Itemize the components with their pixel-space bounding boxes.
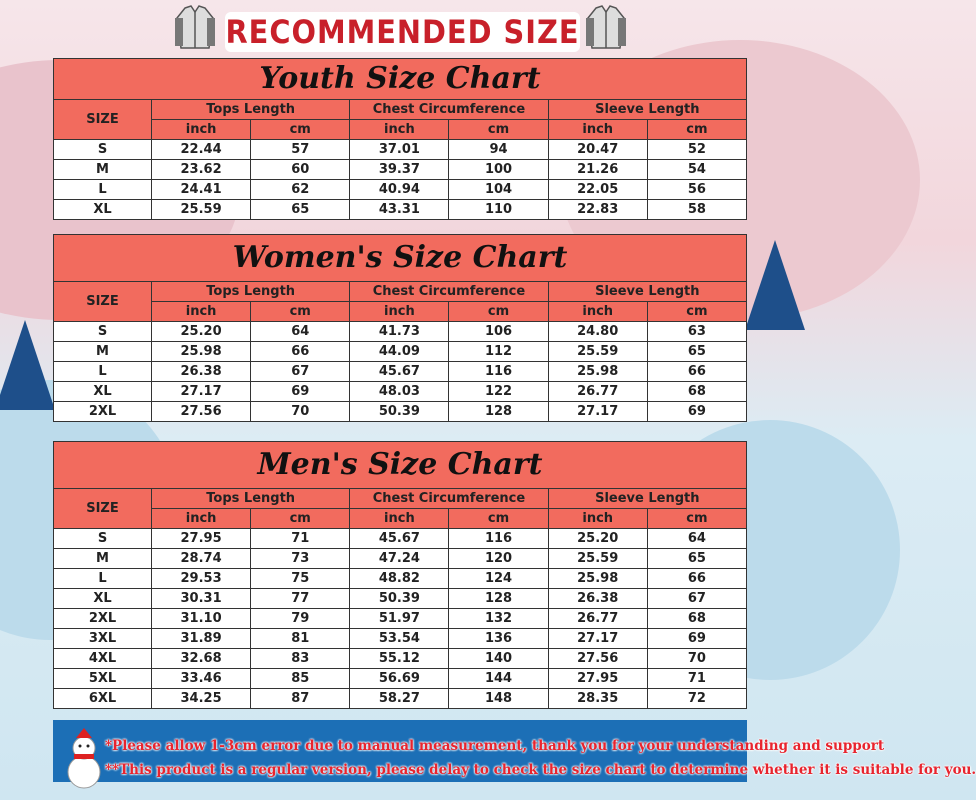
table-row <box>54 180 747 200</box>
measurement-cell: 66 <box>251 342 350 362</box>
unit-cm: cm <box>647 120 746 140</box>
jacket-icon <box>586 4 626 50</box>
measurement-cell: 132 <box>449 609 548 629</box>
sleeve-header: Sleeve Length <box>548 100 746 120</box>
measurement-cell: 25.20 <box>548 529 647 549</box>
measurement-cell: 22.05 <box>548 180 647 200</box>
measurement-cell: 71 <box>251 529 350 549</box>
measurement-cell: 54 <box>647 160 746 180</box>
unit-cm: cm <box>251 302 350 322</box>
table-row <box>54 649 747 669</box>
measurement-cell: 53.54 <box>350 629 449 649</box>
size-label: XL <box>54 382 152 402</box>
sleeve-header: Sleeve Length <box>548 282 746 302</box>
measurement-cell: 65 <box>647 342 746 362</box>
measurement-cell: 34.25 <box>152 689 251 709</box>
table-row <box>54 669 747 689</box>
measurement-cell: 40.94 <box>350 180 449 200</box>
unit-inch: inch <box>548 509 647 529</box>
unit-cm: cm <box>647 509 746 529</box>
unit-inch: inch <box>548 302 647 322</box>
chest-header: Chest Circumference <box>350 100 548 120</box>
measurement-cell: 51.97 <box>350 609 449 629</box>
measurement-cell: 64 <box>647 529 746 549</box>
men-heading: Men's Size Chart <box>53 441 747 488</box>
tops-length-header: Tops Length <box>152 100 350 120</box>
measurement-cell: 45.67 <box>350 529 449 549</box>
measurement-cell: 27.95 <box>548 669 647 689</box>
measurement-cell: 28.74 <box>152 549 251 569</box>
measurement-cell: 116 <box>449 529 548 549</box>
measurement-cell: 27.56 <box>548 649 647 669</box>
size-label: XL <box>54 589 152 609</box>
measurement-cell: 124 <box>449 569 548 589</box>
header <box>0 0 800 58</box>
measurement-cell: 25.59 <box>548 549 647 569</box>
measurement-cell: 69 <box>647 629 746 649</box>
size-label: 5XL <box>54 669 152 689</box>
measurement-cell: 32.68 <box>152 649 251 669</box>
size-label: XL <box>54 200 152 220</box>
women-size-chart <box>53 234 747 422</box>
measurement-cell: 70 <box>251 402 350 422</box>
measurement-cell: 64 <box>251 322 350 342</box>
measurement-cell: 66 <box>647 362 746 382</box>
table-row <box>54 200 747 220</box>
measurement-cell: 122 <box>449 382 548 402</box>
measurement-cell: 25.59 <box>152 200 251 220</box>
table-row <box>54 569 747 589</box>
measurement-cell: 71 <box>647 669 746 689</box>
measurement-cell: 58 <box>647 200 746 220</box>
measurement-cell: 39.37 <box>350 160 449 180</box>
size-label: M <box>54 160 152 180</box>
unit-cm: cm <box>647 302 746 322</box>
measurement-cell: 148 <box>449 689 548 709</box>
table-row <box>54 322 747 342</box>
size-label: 2XL <box>54 609 152 629</box>
measurement-cell: 27.95 <box>152 529 251 549</box>
chest-header: Chest Circumference <box>350 282 548 302</box>
measurement-cell: 41.73 <box>350 322 449 342</box>
measurement-cell: 81 <box>251 629 350 649</box>
measurement-cell: 110 <box>449 200 548 220</box>
women-size-table <box>53 281 747 422</box>
measurement-cell: 72 <box>647 689 746 709</box>
measurement-cell: 85 <box>251 669 350 689</box>
measurement-cell: 48.82 <box>350 569 449 589</box>
measurement-cell: 25.59 <box>548 342 647 362</box>
unit-inch: inch <box>548 120 647 140</box>
measurement-cell: 26.38 <box>548 589 647 609</box>
table-row <box>54 589 747 609</box>
unit-inch: inch <box>152 120 251 140</box>
youth-size-table <box>53 99 747 220</box>
measurement-cell: 26.77 <box>548 609 647 629</box>
size-label: 4XL <box>54 649 152 669</box>
measurement-cell: 87 <box>251 689 350 709</box>
measurement-cell: 65 <box>251 200 350 220</box>
measurement-cell: 73 <box>251 549 350 569</box>
table-row <box>54 160 747 180</box>
note-measurement-error: *Please allow 1-3cm error due to manual measurement, thank you for your understanding and support <box>105 738 885 754</box>
measurement-cell: 25.98 <box>548 569 647 589</box>
measurement-cell: 60 <box>251 160 350 180</box>
snowman-icon <box>62 728 106 792</box>
measurement-cell: 128 <box>449 589 548 609</box>
tree-icon <box>0 320 55 410</box>
size-label: M <box>54 549 152 569</box>
measurement-cell: 26.77 <box>548 382 647 402</box>
measurement-cell: 66 <box>647 569 746 589</box>
measurement-cell: 70 <box>647 649 746 669</box>
measurement-cell: 112 <box>449 342 548 362</box>
measurement-cell: 29.53 <box>152 569 251 589</box>
measurement-cell: 120 <box>449 549 548 569</box>
measurement-cell: 116 <box>449 362 548 382</box>
measurement-cell: 45.67 <box>350 362 449 382</box>
measurement-cell: 24.80 <box>548 322 647 342</box>
unit-inch: inch <box>152 509 251 529</box>
unit-cm: cm <box>449 302 548 322</box>
table-row <box>54 382 747 402</box>
measurement-cell: 28.35 <box>548 689 647 709</box>
size-label: L <box>54 180 152 200</box>
measurement-cell: 55.12 <box>350 649 449 669</box>
measurement-cell: 100 <box>449 160 548 180</box>
measurement-cell: 83 <box>251 649 350 669</box>
measurement-cell: 63 <box>647 322 746 342</box>
measurement-cell: 43.31 <box>350 200 449 220</box>
measurement-cell: 75 <box>251 569 350 589</box>
table-row <box>54 362 747 382</box>
size-label: 2XL <box>54 402 152 422</box>
measurement-cell: 68 <box>647 382 746 402</box>
measurement-cell: 21.26 <box>548 160 647 180</box>
size-label: 3XL <box>54 629 152 649</box>
measurement-cell: 128 <box>449 402 548 422</box>
measurement-cell: 30.31 <box>152 589 251 609</box>
measurement-cell: 94 <box>449 140 548 160</box>
unit-cm: cm <box>449 509 548 529</box>
measurement-cell: 47.24 <box>350 549 449 569</box>
measurement-cell: 144 <box>449 669 548 689</box>
table-row <box>54 549 747 569</box>
measurement-cell: 65 <box>647 549 746 569</box>
measurement-cell: 27.56 <box>152 402 251 422</box>
measurement-cell: 140 <box>449 649 548 669</box>
measurement-cell: 37.01 <box>350 140 449 160</box>
measurement-cell: 26.38 <box>152 362 251 382</box>
measurement-cell: 22.44 <box>152 140 251 160</box>
measurement-cell: 25.20 <box>152 322 251 342</box>
table-row <box>54 689 747 709</box>
measurement-cell: 58.27 <box>350 689 449 709</box>
size-label: 6XL <box>54 689 152 709</box>
measurement-cell: 62 <box>251 180 350 200</box>
measurement-cell: 56 <box>647 180 746 200</box>
table-row <box>54 402 747 422</box>
size-label: S <box>54 529 152 549</box>
measurement-cell: 27.17 <box>152 382 251 402</box>
size-label: S <box>54 140 152 160</box>
table-row <box>54 609 747 629</box>
measurement-cell: 44.09 <box>350 342 449 362</box>
measurement-cell: 27.17 <box>548 629 647 649</box>
women-heading: Women's Size Chart <box>53 234 747 281</box>
measurement-cell: 22.83 <box>548 200 647 220</box>
men-size-chart <box>53 441 747 709</box>
measurement-cell: 56.69 <box>350 669 449 689</box>
size-label: M <box>54 342 152 362</box>
measurement-cell: 33.46 <box>152 669 251 689</box>
measurement-cell: 67 <box>647 589 746 609</box>
measurement-cell: 67 <box>251 362 350 382</box>
measurement-cell: 57 <box>251 140 350 160</box>
note-regular-version: **This product is a regular version, please delay to check the size chart to determine whether it is suitable for you. <box>105 762 976 778</box>
table-row <box>54 529 747 549</box>
size-label: L <box>54 362 152 382</box>
page-title: RECOMMENDED SIZE <box>225 13 580 51</box>
table-row <box>54 342 747 362</box>
tops-length-header: Tops Length <box>152 282 350 302</box>
measurement-cell: 20.47 <box>548 140 647 160</box>
measurement-cell: 48.03 <box>350 382 449 402</box>
measurement-cell: 69 <box>251 382 350 402</box>
measurement-cell: 50.39 <box>350 589 449 609</box>
unit-inch: inch <box>350 509 449 529</box>
jacket-icon <box>175 4 215 50</box>
measurement-cell: 104 <box>449 180 548 200</box>
measurement-cell: 25.98 <box>548 362 647 382</box>
measurement-cell: 79 <box>251 609 350 629</box>
unit-cm: cm <box>251 120 350 140</box>
unit-inch: inch <box>350 120 449 140</box>
size-header: SIZE <box>54 282 152 322</box>
measurement-cell: 23.62 <box>152 160 251 180</box>
measurement-cell: 52 <box>647 140 746 160</box>
size-label: L <box>54 569 152 589</box>
measurement-cell: 24.41 <box>152 180 251 200</box>
measurement-cell: 27.17 <box>548 402 647 422</box>
sleeve-header: Sleeve Length <box>548 489 746 509</box>
unit-inch: inch <box>152 302 251 322</box>
measurement-cell: 25.98 <box>152 342 251 362</box>
measurement-cell: 68 <box>647 609 746 629</box>
youth-size-chart <box>53 58 747 220</box>
unit-cm: cm <box>251 509 350 529</box>
measurement-cell: 77 <box>251 589 350 609</box>
unit-inch: inch <box>350 302 449 322</box>
size-header: SIZE <box>54 489 152 529</box>
men-size-table <box>53 488 747 709</box>
measurement-cell: 50.39 <box>350 402 449 422</box>
measurement-cell: 31.10 <box>152 609 251 629</box>
measurement-cell: 136 <box>449 629 548 649</box>
tops-length-header: Tops Length <box>152 489 350 509</box>
measurement-cell: 106 <box>449 322 548 342</box>
unit-cm: cm <box>449 120 548 140</box>
tree-icon <box>745 240 805 330</box>
size-header: SIZE <box>54 100 152 140</box>
measurement-cell: 69 <box>647 402 746 422</box>
youth-heading: Youth Size Chart <box>53 58 747 99</box>
chest-header: Chest Circumference <box>350 489 548 509</box>
table-row <box>54 629 747 649</box>
table-row <box>54 140 747 160</box>
size-label: S <box>54 322 152 342</box>
measurement-cell: 31.89 <box>152 629 251 649</box>
